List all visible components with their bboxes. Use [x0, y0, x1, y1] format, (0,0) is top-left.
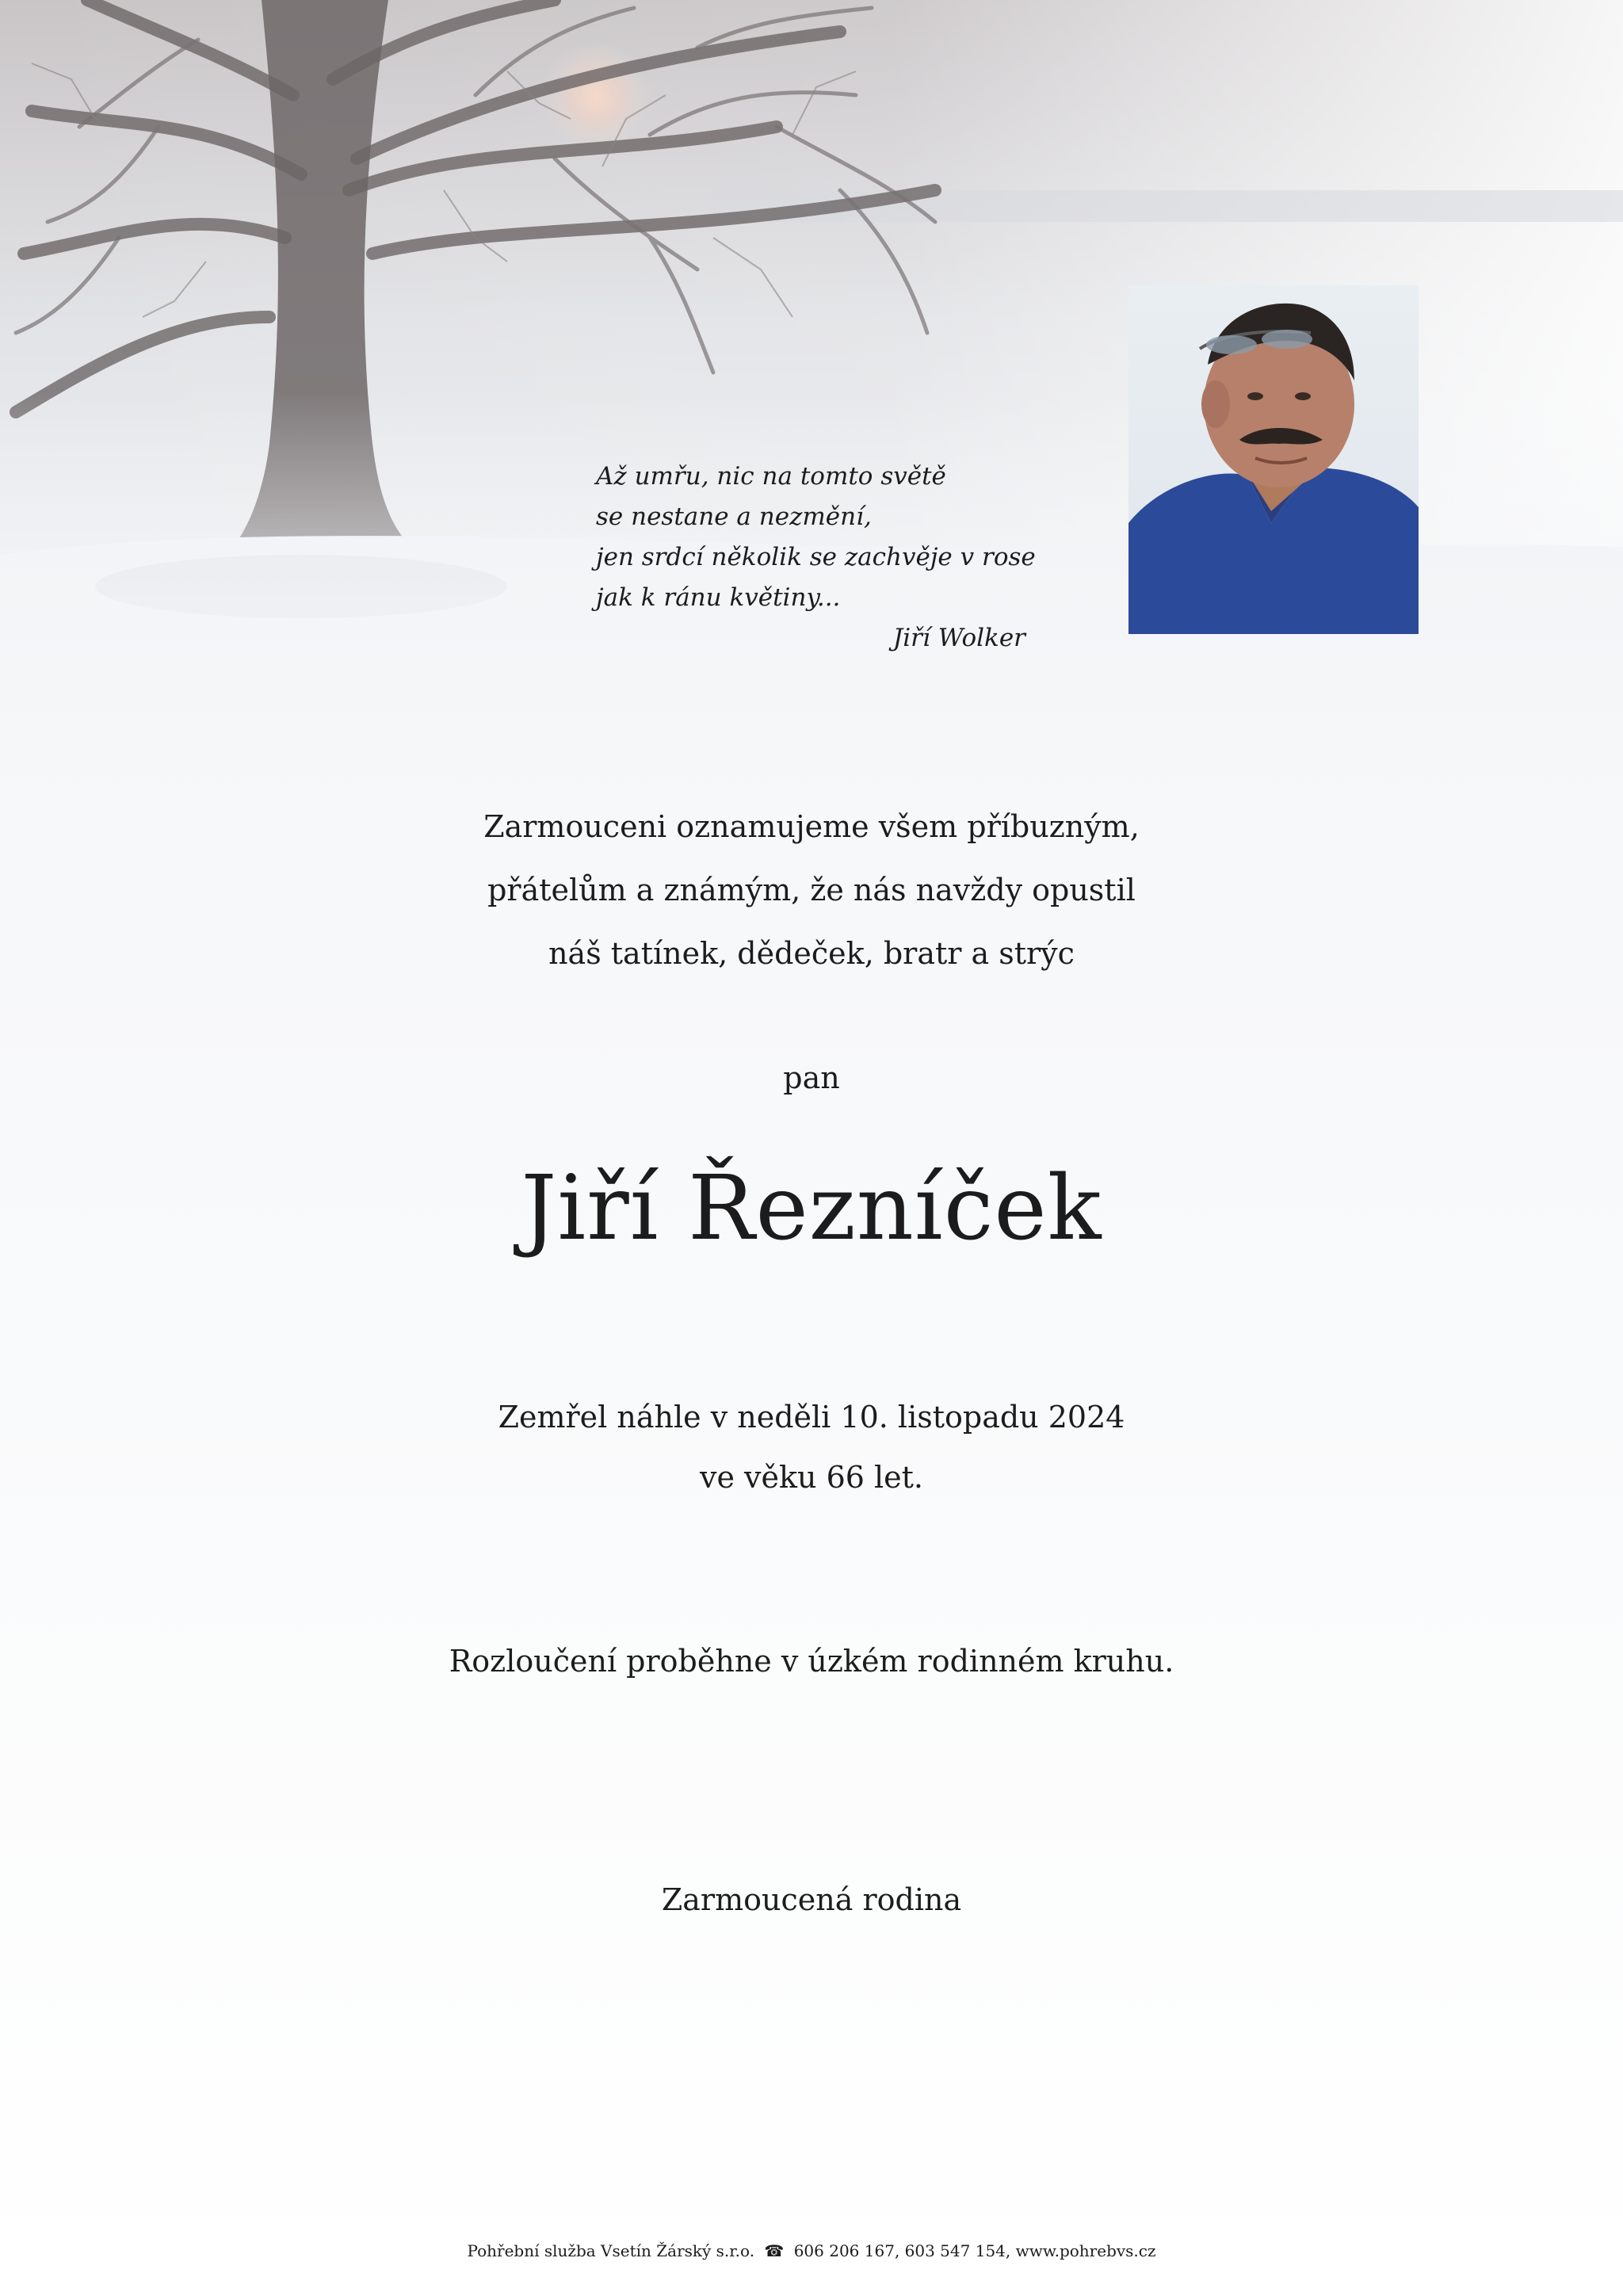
quote-line: Až umřu, nic na tomto světě	[596, 462, 946, 491]
footer-company: Pohřební služba Vsetín Žárský s.r.o.	[467, 2241, 755, 2260]
announcement-line: Zarmouceni oznamujeme všem příbuzným,	[483, 809, 1140, 844]
deceased-name: Jiří Řezníček	[521, 1157, 1102, 1260]
family-signature: Zarmoucená rodina	[661, 1882, 962, 1917]
salutation: pan	[783, 1060, 840, 1095]
announcement-text	[0, 795, 1623, 985]
death-info	[0, 1387, 1623, 1507]
poem-quote	[596, 457, 1040, 659]
death-date-line: Zemřel náhle v neděli 10. listopadu 2024	[498, 1400, 1125, 1435]
quote-line: se nestane a nezmění,	[596, 502, 872, 531]
quote-line: jak k ránu květiny...	[596, 583, 841, 612]
quote-line: jen srdcí několik se zachvěje v rose	[596, 543, 1036, 571]
announcement-line: náš tatínek, dědeček, bratr a strýc	[548, 936, 1075, 971]
telephone-icon: ☎	[764, 2241, 785, 2260]
quote-author: Jiří Wolker	[892, 624, 1025, 652]
farewell-text: Rozloučení proběhne v úzkém rodinném kruhu.	[449, 1644, 1174, 1679]
age-line: ve věku 66 let.	[700, 1460, 923, 1495]
portrait-photo	[1128, 285, 1419, 634]
announcement-line: přátelům a známým, že nás navždy opustil	[487, 873, 1136, 907]
footer-contacts: 606 206 167, 603 547 154, www.pohrebvs.cz	[793, 2241, 1156, 2260]
footer	[0, 2241, 1623, 2260]
